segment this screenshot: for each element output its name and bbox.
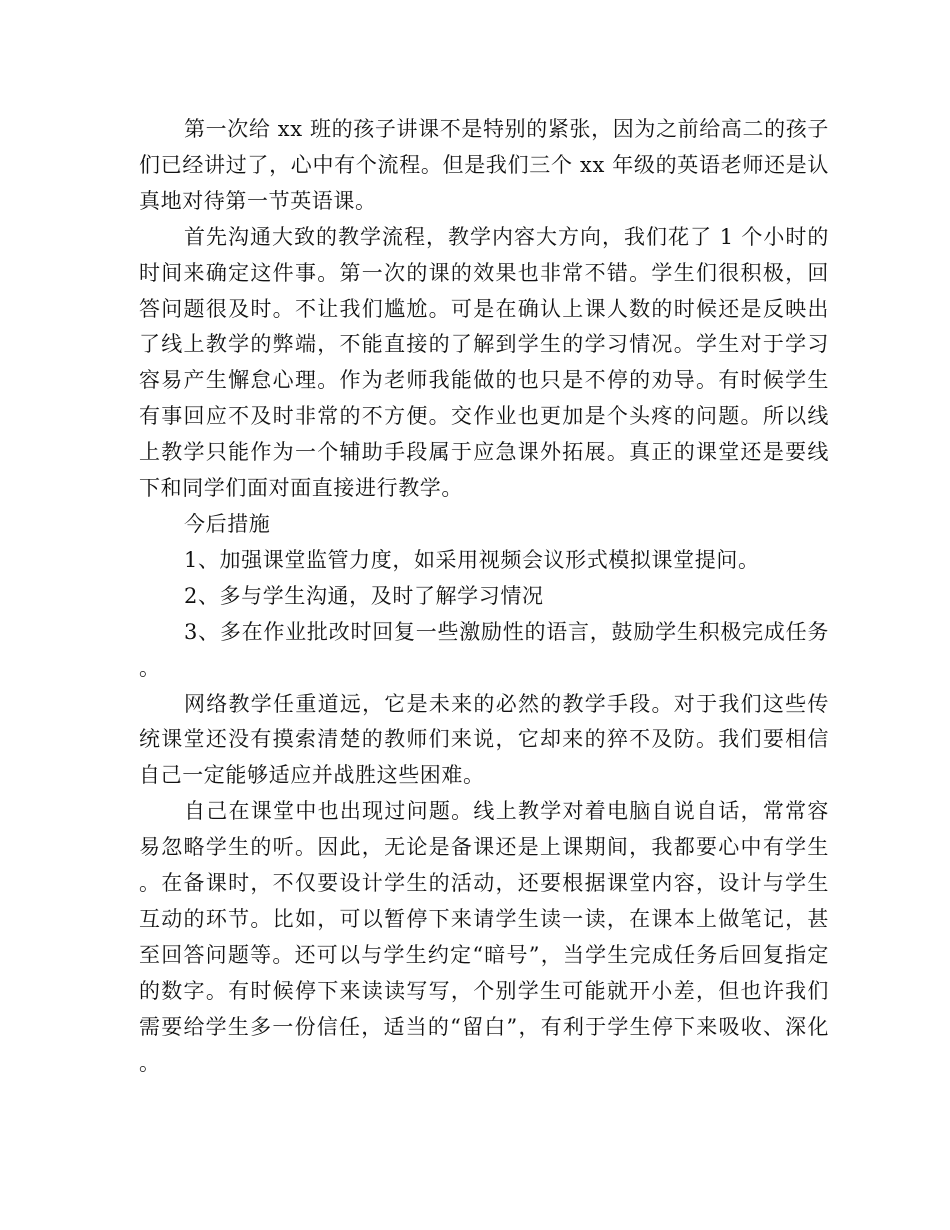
section-heading-future-measures: 今后措施: [184, 511, 271, 536]
measure-item-3: 3、多在作业批改时回复一些激励性的语言，鼓励学生积极完成任务。: [139, 619, 829, 680]
paragraph-online-teaching-reflection: 首先沟通大致的教学流程，教学内容大方向，我们花了 1 个小时的时间来确定这件事。第一次的课的效果也非常不错。学生们很积极，回答问题很及时。不让我们尴尬。可是在确认上课人数的时候还是反映出了线上教学的弊端，不能直接的了解到学生的学习情况。学生对于学习容易产生懈怠心理。作为老师我能做的也只是不停的劝导。有时候学生有事回应不及时非常的不方便。交作业也更加是个头疼的问题。所以线上教学只能作为一个辅助手段属于应急课外拓展。真正的课堂还是要线下和同学们面对面直接进行教学。: [139, 224, 829, 501]
paragraph-self-reflection: 自己在课堂中也出现过问题。线上教学对着电脑自说自话，常常容易忽略学生的听。因此，无论是备课还是上课期间，我都要心中有学生。在备课时，不仅要设计学生的活动，还要根据课堂内容，设计与学生互动的环节。比如，可以暂停下来请学生读一读，在课本上做笔记，甚至回答问题等。还可以与学生约定“暗号”，当学生完成任务后回复指定的数字。有时候停下来读读写写，个别学生可能就开小差，但也许我们需要给学生多一份信任，适当的“留白”，有利于学生停下来吸收、深化。: [139, 799, 829, 1075]
paragraph-online-education-outlook: 网络教学任重道远，它是未来的必然的教学手段。对于我们这些传统课堂还没有摸索清楚的教师们来说，它却来的猝不及防。我们要相信自己一定能够适应并战胜这些困难。: [139, 691, 829, 788]
paragraph-first-lesson: 第一次给 xx 班的孩子讲课不是特别的紧张，因为之前给高二的孩子们已经讲过了，心中有个流程。但是我们三个 xx 年级的英语老师还是认真地对待第一节英语课。: [139, 117, 829, 213]
measure-item-2: 2、多与学生沟通，及时了解学习情况: [184, 583, 544, 608]
document-body: [139, 112, 829, 1081]
measure-item-1: 1、加强课堂监管力度，如采用视频会议形式模拟课堂提问。: [184, 547, 760, 572]
